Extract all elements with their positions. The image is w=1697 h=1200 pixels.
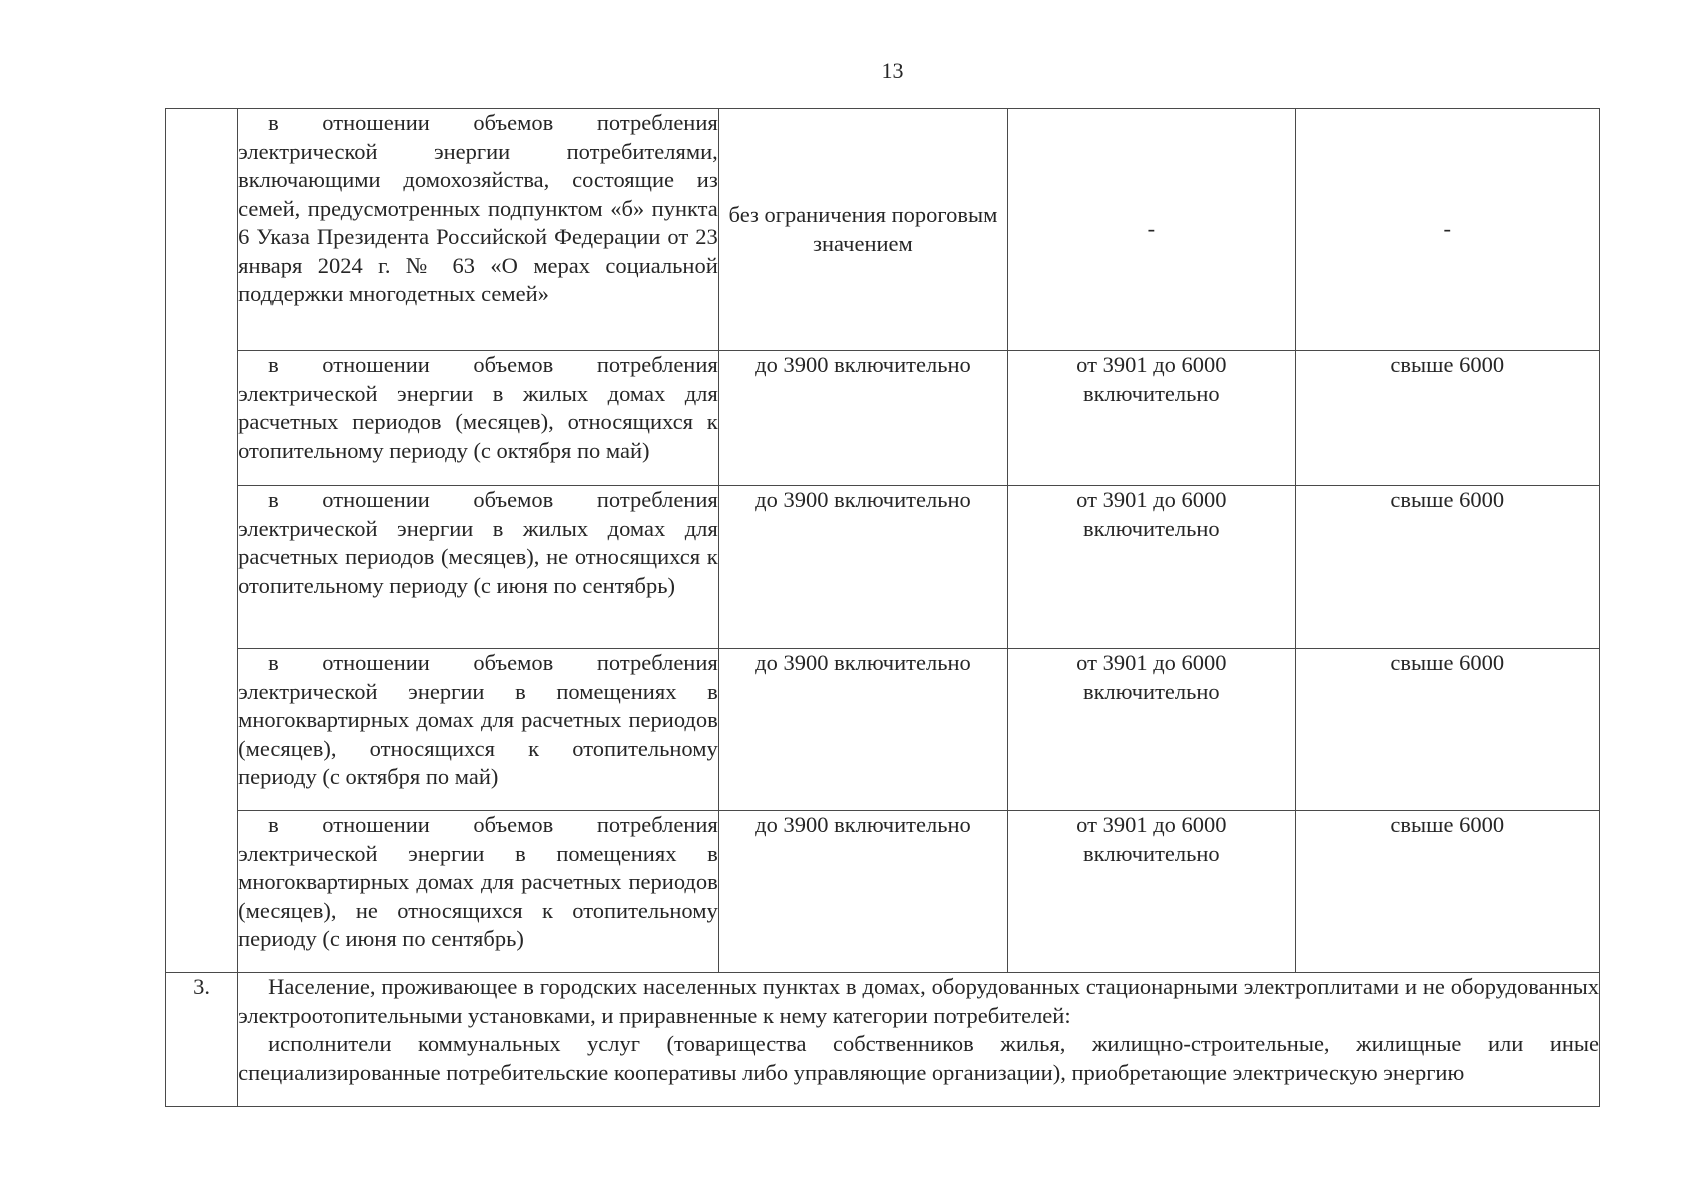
- row-description: в отношении объемов потребления электрической энергии в помещениях в многоквартирных домах для расчетных периодов (месяцев), не относящихся к отопительному периоду (с июня по сентябрь): [238, 811, 719, 973]
- range-2-value: от 3901 до 6000 включительно: [1008, 351, 1295, 486]
- range-3-value: -: [1295, 109, 1599, 351]
- tariff-table: [165, 108, 1600, 1107]
- range-1-value: до 3900 включительно: [718, 811, 1007, 973]
- table-row: [166, 486, 1600, 649]
- row-description: в отношении объемов потребления электрической энергии в жилых домах для расчетных периодов (месяцев), относящихся к отопительному периоду (с октября по май): [238, 351, 719, 486]
- empty-number-cell: [166, 109, 238, 973]
- page-number: 13: [881, 58, 904, 83]
- row-description: в отношении объемов потребления электрической энергии в жилых домах для расчетных периодов (месяцев), не относящихся к отопительному периоду (с июня по сентябрь): [238, 486, 719, 649]
- table-row: [166, 351, 1600, 486]
- section-3-heading: Население, проживающее в городских населенных пунктах в домах, оборудованных стационарными электроплитами и не оборудованных электроотопительными установками, и приравненные к нему категории потребителей:: [238, 974, 1599, 1028]
- range-2-value: от 3901 до 6000 включительно: [1008, 811, 1295, 973]
- row-description: в отношении объемов потребления электрической энергии в помещениях в многоквартирных домах для расчетных периодов (месяцев), относящихся к отопительному периоду (с октября по май): [238, 649, 719, 811]
- section-number: 3.: [166, 973, 238, 1107]
- range-3-value: свыше 6000: [1295, 351, 1599, 486]
- section-3-text-cell: [238, 973, 1600, 1107]
- range-1-value: до 3900 включительно: [718, 351, 1007, 486]
- range-1-value: до 3900 включительно: [718, 649, 1007, 811]
- range-2-value: от 3901 до 6000 включительно: [1008, 649, 1295, 811]
- range-1-value: без ограничения пороговым значением: [718, 109, 1007, 351]
- table-row: [166, 649, 1600, 811]
- section-3-row: [166, 973, 1600, 1107]
- section-3-paragraph: исполнители коммунальных услуг (товарищества собственников жилья, жилищно-строительные, жилищные или иные специализированные потребительские кооперативы либо управляющие организации), приобретающие электрическую энергию: [238, 1031, 1599, 1085]
- range-3-value: свыше 6000: [1295, 486, 1599, 649]
- range-2-value: от 3901 до 6000 включительно: [1008, 486, 1295, 649]
- row-description: в отношении объемов потребления электрической энергии потребителями, включающими домохозяйства, состоящие из семей, предусмотренных подпунктом «б» пункта 6 Указа Президента Российской Федерации от 23 января 2024 г. № 63 «О мерах социальной поддержки многодетных семей»: [238, 109, 719, 351]
- table-row: [166, 109, 1600, 351]
- table-row: [166, 811, 1600, 973]
- range-3-value: свыше 6000: [1295, 649, 1599, 811]
- range-1-value: до 3900 включительно: [718, 486, 1007, 649]
- range-3-value: свыше 6000: [1295, 811, 1599, 973]
- range-2-value: -: [1008, 109, 1295, 351]
